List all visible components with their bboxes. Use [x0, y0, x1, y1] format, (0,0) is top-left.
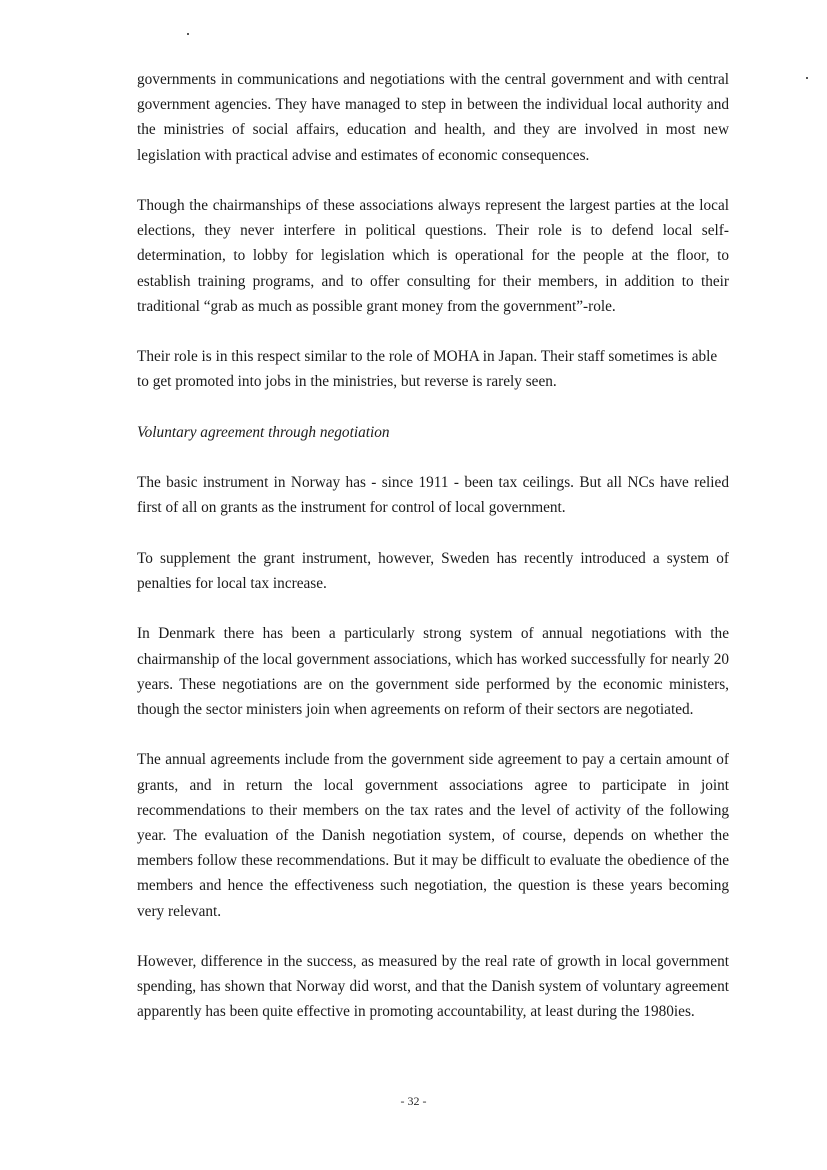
- page-number: - 32 -: [400, 1094, 427, 1108]
- section-heading: Voluntary agreement through negotiation: [137, 423, 390, 441]
- paragraph-associations-role: Though the chairmanships of these associations always represent the largest parties at the local elections, they never interfere in political questions. Their role is to defend local self-determination, to lobby for legislation which is operational for the people at the floor, to establish training programs, and to offer consulting for their members, in addition to their traditional “grab as much as possible grant money from the government”-role.: [137, 197, 729, 315]
- paragraph-continuation: governments in communications and negotiations with the central government and with central government agencies. They have managed to step in between the individual local authority and the ministries of social affairs, education and health, and they are involved in most new legislation with practical advise and estimates of economic consequences.: [137, 71, 729, 164]
- paragraph-moha-comparison: Their role is in this respect similar to the role of MOHA in Japan. Their staff sometimes is able to get promoted into jobs in the ministries, but reverse is rarely seen.: [137, 348, 718, 391]
- scan-speck: [806, 77, 808, 79]
- paragraph-denmark-negotiations: In Denmark there has been a particularly strong system of annual negotiations with the chairmanship of the local government associations, which has worked successfully for nearly 20 years. These negotiations are on the government side performed by the economic ministers, though the sector ministers join when agreements on reform of their sectors are negotiated.: [137, 625, 729, 718]
- paragraph-tax-ceilings: The basic instrument in Norway has - since 1911 - been tax ceilings. But all NCs have relied first of all on grants as the instrument for control of local government.: [137, 474, 729, 517]
- paragraph-success-difference: However, difference in the success, as measured by the real rate of growth in local government spending, has shown that Norway did worst, and that the Danish system of voluntary agreement apparently has been quite effective in promoting accountability, at least during the 1980ies.: [137, 952, 729, 1021]
- paragraph-sweden-penalties: To supplement the grant instrument, however, Sweden has recently introduced a system of penalties for local tax increase.: [137, 549, 729, 592]
- paragraph-annual-agreements: The annual agreements include from the government side agreement to pay a certain amount of grants, and in return the local government associations agree to participate in joint recommendations to their members on the tax rates and the level of activity of the following year. The evaluation of the Danish negotiation system, of course, depends on whether the members follow these recommendations. But it may be difficult to evaluate the obedience of the members and hence the effectiveness such negotiation, the question is these years becoming very relevant.: [137, 751, 729, 920]
- scan-speck: [187, 33, 189, 35]
- body-text-column: [137, 67, 729, 1050]
